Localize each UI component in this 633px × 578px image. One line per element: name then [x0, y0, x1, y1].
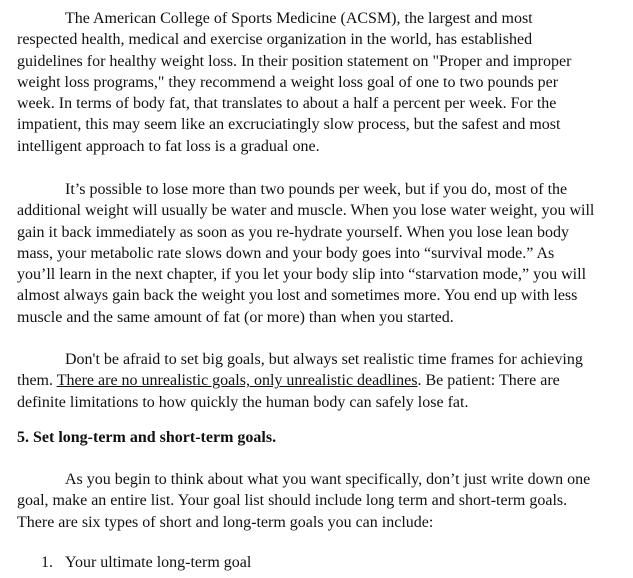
numbered-list	[17, 552, 627, 573]
text-line: intelligent approach to fat loss is a gradual one.	[17, 137, 320, 155]
text-line: muscle and the same amount of fat (or more) than when you started.	[17, 308, 454, 326]
paragraph-big-goals	[17, 349, 627, 413]
text-segment: them.	[17, 372, 57, 390]
text-line: goal, make an entire list. Your goal list should include long term and short-term goals.	[17, 492, 568, 510]
paragraph-water-weight	[17, 179, 627, 328]
list-item	[17, 552, 627, 573]
text-line: The American College of Sports Medicine (ACSM), the largest and most	[65, 10, 533, 27]
text-line: respected health, medical and exercise organization in the world, has established	[17, 31, 533, 49]
text-line: Don't be afraid to set big goals, but always set realistic time frames for achieving	[65, 351, 583, 368]
text-line: guidelines for healthy weight loss. In their position statement on "Proper and improper	[17, 52, 572, 70]
text-line: additional weight will usually be water and muscle. When you lose water weight, you will	[17, 202, 595, 220]
text-line: There are six types of short and long-term goals you can include:	[17, 513, 434, 531]
text-line: almost always gain back the weight you lost and sometimes more. You end up with less	[17, 287, 578, 305]
text-line: gain it back immediately as soon as you re-hydrate yourself. When you lose lean body	[17, 223, 569, 241]
text-line: impatient, this may seem like an excruciatingly slow process, but the safest and most	[17, 116, 561, 134]
text-line: you’ll learn in the next chapter, if you let your body slip into “starvation mode,” you will	[17, 266, 587, 284]
text-line: weight loss programs," they recommend a weight loss goal of one to two pounds per	[17, 73, 559, 91]
text-line	[17, 370, 627, 391]
paragraph-acsm	[17, 8, 627, 157]
text-line: mass, your metabolic rate slows down and your body goes into “survival mode.” As	[17, 244, 555, 262]
text-line: definite limitations to how quickly the human body can safely lose fat.	[17, 393, 469, 411]
underlined-emphasis: There are no unrealistic goals, only unrealistic deadlines	[56, 372, 418, 390]
section-heading	[17, 427, 627, 448]
text-segment: . Be patient: There are	[417, 372, 560, 390]
text-line: It’s possible to lose more than two pounds per week, but if you do, most of the	[65, 181, 568, 198]
heading-text: 5. Set long-term and short-term goals.	[17, 429, 277, 446]
list-number: 1.	[41, 554, 53, 571]
text-line: week. In terms of body fat, that translates to about a half a percent per week. For the	[17, 95, 557, 113]
list-item-text: Your ultimate long-term goal	[65, 554, 252, 571]
text-line: As you begin to think about what you want specifically, don’t just write down one	[65, 471, 591, 488]
paragraph-goal-list	[17, 469, 627, 533]
